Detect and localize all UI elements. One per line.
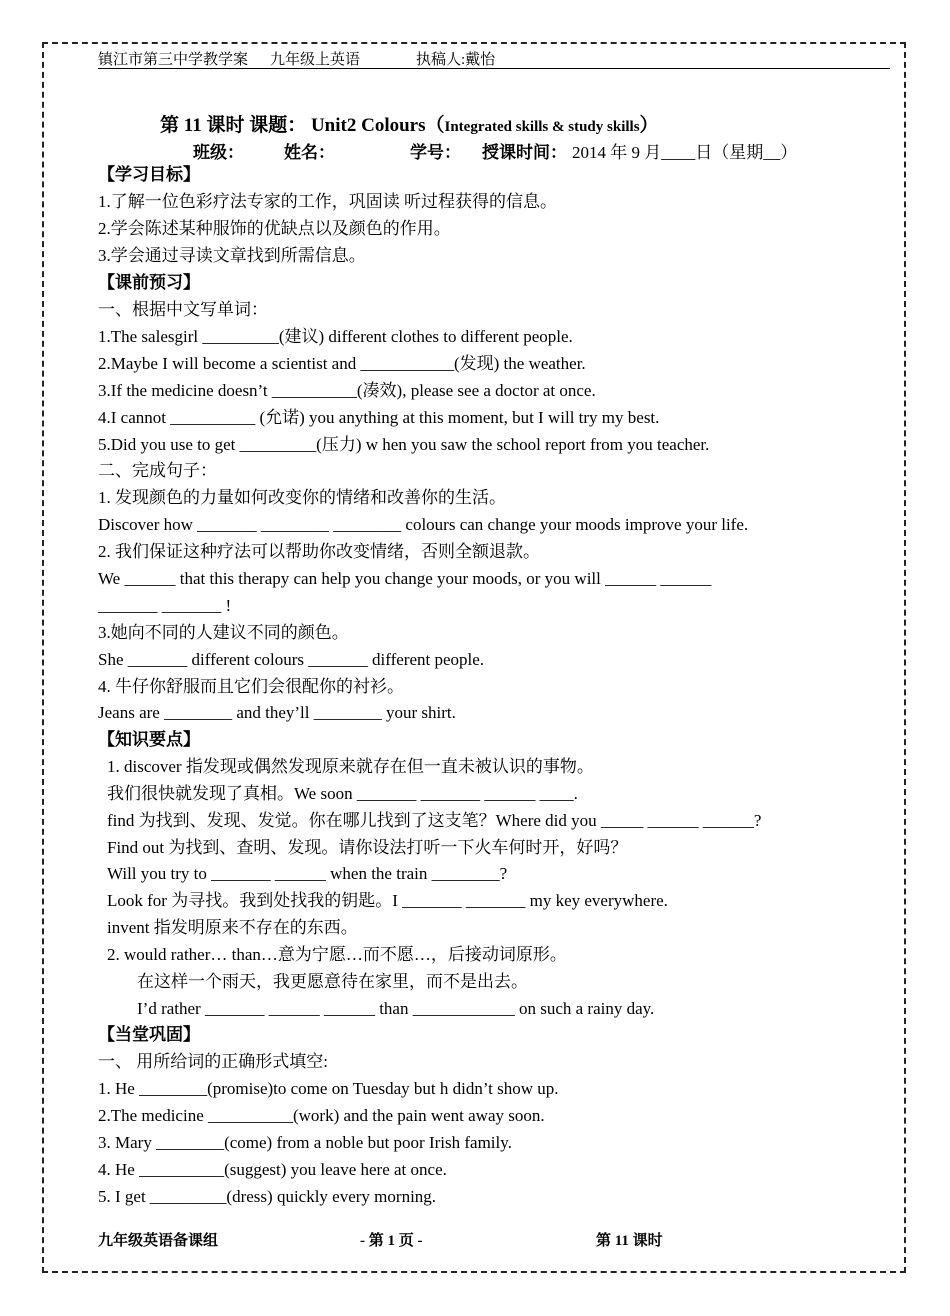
name-label: 姓名： [284,143,335,162]
date-value: 2014 年 9 月____日（星期__） [572,143,798,162]
sentence-line: Jeans are ________ and they’ll ________ your shirt. [98,703,456,722]
knowledge-line: Look for 为寻找。我到处找我的钥匙。I _______ _______ my key everywhere. [107,891,668,910]
preview-item: 4.I cannot __________ (允诺) you anything at this moment, but I will try my best. [98,408,660,427]
knowledge-line: invent 指发明原来不存在的东西。 [107,918,358,937]
preview-item: 1.The salesgirl _________(建议) different clothes to different people. [98,327,573,346]
practice-item: 3. Mary ________(come) from a noble but poor Irish family. [98,1133,512,1152]
date-label: 授课时间： [482,143,567,162]
knowledge-line: 在这样一个雨天，我更愿意待在家里，而不是出去。 [137,972,528,991]
page-title [160,110,659,137]
knowledge-line: I’d rather _______ ______ ______ than ____________ on such a rainy day. [137,999,655,1018]
class-label: 班级： [193,143,244,162]
sentence-line: _______ _______ ! [98,596,232,615]
section-preview-heading: 【课前预习】 [98,273,200,292]
preview-part2-title: 二、完成句子： [98,461,217,480]
practice-item: 5. I get _________(dress) quickly every morning. [98,1187,437,1206]
goal-item: 1.了解一位色彩疗法专家的工作，巩固读 听过程获得的信息。 [98,192,557,211]
sentence-line: 2. 我们保证这种疗法可以帮助你改变情绪，否则全额退款。 [98,542,540,561]
number-label: 学号： [410,143,461,162]
title-main: 第 11 课时 课题： Unit2 Colours（ [160,115,445,136]
section-goals-heading: 【学习目标】 [98,165,200,184]
header-grade: 九年级上英语 [270,52,361,68]
goal-item: 3.学会通过寻读文章找到所需信息。 [98,246,366,265]
header-school: 镇江市第三中学教学案 [98,52,249,68]
preview-part1-title: 一、根据中文写单词： [98,300,268,319]
preview-item: 5.Did you use to get _________(压力) w hen you saw the school report from you teacher. [98,435,710,454]
knowledge-line: find 为找到、发现、发觉。你在哪儿找到了这支笔？Where did you _____ ______ ______? [107,811,762,830]
footer-page-number: - 第 1 页 - [360,1233,423,1249]
footer-group: 九年级英语备课组 [98,1233,219,1249]
sentence-line: 4. 牛仔你舒服而且它们会很配你的衬衫。 [98,677,404,696]
practice-item: 2.The medicine __________(work) and the pain went away soon. [98,1106,545,1125]
sentence-line: 3.她向不同的人建议不同的颜色。 [98,623,349,642]
section-knowledge-heading: 【知识要点】 [98,730,200,749]
sentence-line: We ______ that this therapy can help you change your moods, or you will ______ ______ [98,569,712,588]
header-author: 执稿人:戴怡 [416,52,496,68]
knowledge-line: 1. discover 指发现或偶然发现原来就存在但一直未被认识的事物。 [107,757,594,776]
title-close: ） [639,115,659,136]
knowledge-line: Find out 为找到、查明、发现。请你设法打听一下火车何时开，好吗？ [107,838,628,857]
title-sub: Integrated skills & study skills [444,119,640,135]
sentence-line: 1. 发现颜色的力量如何改变你的情绪和改善你的生活。 [98,488,506,507]
goal-item: 2.学会陈述某种服饰的优缺点以及颜色的作用。 [98,219,451,238]
knowledge-line: 2. would rather… than…意为宁愿…而不愿…，后接动词原形。 [107,945,567,964]
sentence-line: She _______ different colours _______ different people. [98,650,485,669]
preview-item: 3.If the medicine doesn’t __________(凑效), please see a doctor at once. [98,381,596,400]
practice-item: 1. He ________(promise)to come on Tuesday but h didn’t show up. [98,1079,559,1098]
knowledge-line: 我们很快就发现了真相。We soon _______ _______ ______ ____. [107,784,578,803]
knowledge-line: Will you try to _______ ______ when the train ________? [107,864,508,883]
section-practice-heading: 【当堂巩固】 [98,1025,200,1044]
practice-item: 4. He __________(suggest) you leave here at once. [98,1160,447,1179]
preview-item: 2.Maybe I will become a scientist and ___________(发现) the weather. [98,354,586,373]
page-header [98,46,890,69]
footer-lesson: 第 11 课时 [596,1233,663,1249]
practice-part1-title: 一、 用所给词的正确形式填空: [98,1052,328,1071]
sentence-line: Discover how _______ ________ ________ colours can change your moods improve your life. [98,515,749,534]
